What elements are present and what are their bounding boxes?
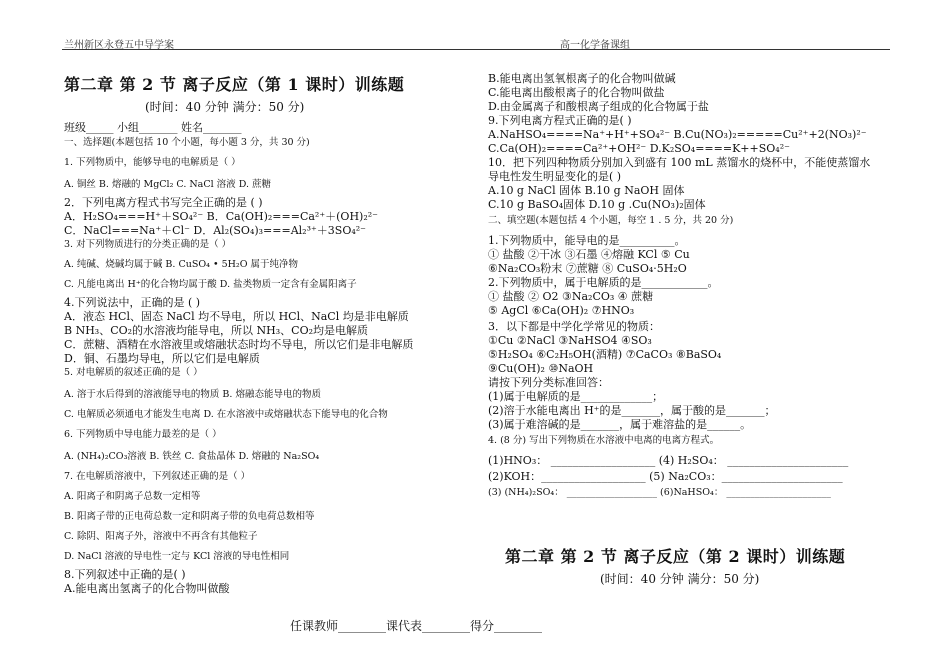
text-line: (3) (NH₄)₂SO₄： ___________________ (6)NaHSO₄： ______________________ [488,487,831,498]
text-line: A.NaHSO₄====Na⁺+H⁺+SO₄²⁻ B.Cu(NO₃)₂=====Cu²⁺+2(NO₃)²⁻ [488,128,867,141]
text-line: C. 凡能电离出 H⁺的化合物均属于酸 D. 盐类物质一定含有金属阳离子 [64,279,357,290]
text-line: 1. 下列物质中，能够导电的电解质是（ ） [64,157,241,168]
text-line: ①Cu ②NaCl ③NaHSO4 ④SO₃ [488,334,652,347]
text-line: 4. (8 分) 写出下列物质在水溶液中电离的电离方程式。 [488,435,720,446]
text-line: ① 盐酸 ②干冰 ③石墨 ④熔融 KCl ⑤ Cu [488,248,690,261]
text-line: 6. 下列物质中导电能力最差的是（ ） [64,429,222,440]
text-line: A. (NH₄)₂CO₃溶液 B. 铁丝 C. 食盐晶体 D. 熔融的 Na₂SO₄ [64,451,320,462]
text-line: A. 纯碱、烧碱均属于碱 B. CuSO₄ • 5H₂O 属于纯净物 [64,259,299,270]
text-line: A．液态 HCl、固态 NaCl 均不导电，所以 HCl、NaCl 均是非电解质 [64,310,409,323]
text-line: A. 阳离子和阴离子总数一定相等 [64,491,201,502]
text-line: A．H₂SO₄===H⁺＋SO₄²⁻ B．Ca(OH)₂===Ca²⁺＋(OH)₂²⁻ [64,210,378,223]
text-line: D. NaCl 溶液的导电性一定与 KCl 溶液的导电性相同 [64,551,290,562]
text-line: B.能电离出氢氧根离子的化合物叫做碱 [488,72,676,85]
text-line: 3．以下都是中学化学常见的物质： [488,320,660,333]
text-line: A. 溶于水后得到的溶液能导电的物质 B. 熔融态能导电的物质 [64,389,321,400]
header-school: 兰州新区永登五中导学案 [64,40,174,51]
text-line: (3)属于难溶碱的是_______，属于难溶盐的是______。 [488,418,752,431]
text-line: C．NaCl===Na⁺＋Cl⁻ D．Al₂(SO₄)₃===Al₂³⁺＋3SO₄²⁻ [64,224,366,237]
text-line: 二、填空题(本题包括 4 个小题，每空 1 . 5 分，共 20 分) [488,215,734,226]
text-line: 9.下列电离方程式正确的是( ) [488,114,632,127]
text-line: C. 电解质必须通电才能发生电离 D. 在水溶液中或熔融状态下能导电的化合物 [64,409,388,420]
text-line: (1)HNO₃： ___________________ (4) H₂SO₄： ______________________ [488,454,849,467]
text-line: 一、选择题(本题包括 10 个小题，每小题 3 分，共 30 分) [64,137,310,148]
text-line: ⑨Cu(OH)₂ ⑩NaOH [488,362,594,375]
text-line: (2)溶于水能电离出 H⁺的是_______，属于酸的是_______； [488,404,776,417]
section-title: 第二章 第 2 节 离子反应（第 2 课时）训练题 [505,547,846,566]
text-line: ⑤ AgCl ⑥Ca(OH)₂ ⑦HNO₃ [488,304,635,317]
text-line: 10．把下列四种物质分别加入到盛有 100 mL 蒸馏水的烧杯中，不能使蒸馏水 [488,156,871,169]
text-line: B NH₃、CO₂的水溶液均能导电，所以 NH₃、CO₂均是电解质 [64,324,369,337]
text-line: 8.下列叙述中正确的是( ) [64,568,186,581]
header-divider [62,49,890,50]
header-group: 高一化学备课组 [560,40,630,51]
text-line: A.能电离出氢离子的化合物叫做酸 [64,582,230,595]
footer-signature-line: 任课教师________课代表________得分________ [290,619,543,633]
text-line: 1.下列物质中，能导电的是__________。 [488,234,686,247]
text-line: 导电性发生明显变化的是( ) [488,170,622,183]
text-line: 3. 对下列物质进行的分类正确的是（ ） [64,239,232,250]
text-line: (时间：40 分钟 满分：50 分) [600,572,760,586]
text-line: C.10 g BaSO₄固体 D.10 g .Cu(NO₃)₂固体 [488,198,706,211]
text-line: ⑥Na₂CO₃粉末 ⑦蔗糖 ⑧ CuSO₄·5H₂O [488,262,687,275]
text-line: 4.下列说法中，正确的是 ( ) [64,296,201,309]
text-line: C．蔗糖、酒精在水溶液里或熔融状态时均不导电，所以它们是非电解质 [64,338,414,351]
text-line: D．铜、石墨均导电，所以它们是电解质 [64,352,260,365]
text-line: 班级_____ 小组_______ 姓名_______ [64,121,242,134]
text-line: C.Ca(OH)₂====Ca²⁺+OH²⁻ D.K₂SO₄====K++SO₄²⁻ [488,142,790,155]
text-line: C. 除阴、阳离子外，溶液中不再含有其他粒子 [64,531,258,542]
text-line: A.10 g NaCl 固体 B.10 g NaOH 固体 [488,184,685,197]
section-title: 第二章 第 2 节 离子反应（第 1 课时）训练题 [64,75,405,94]
text-line: ⑤H₂SO₄ ⑥C₂H₅OH(酒精) ⑦CaCO₃ ⑧BaSO₄ [488,348,722,361]
text-line: 请按下列分类标准回答： [488,376,609,389]
text-line: 2.下列物质中，属于电解质的是____________。 [488,276,719,289]
text-line: (2)KOH：___________________ (5) Na₂CO₃：______________________ [488,470,843,483]
text-line: A. 铜丝 B. 熔融的 MgCl₂ C. NaCl 溶液 D. 蔗糖 [64,179,272,190]
text-line: 7. 在电解质溶液中，下列叙述正确的是（ ） [64,471,251,482]
text-line: D.由金属离子和酸根离子组成的化合物属于盐 [488,100,709,113]
text-line: B. 阳离子带的正电荷总数一定和阴离子带的负电荷总数相等 [64,511,315,522]
text-line: C.能电离出酸根离子的化合物叫做盐 [488,86,665,99]
text-line: (时间：40 分钟 满分：50 分) [145,100,305,114]
text-line: ① 盐酸 ② O2 ③Na₂CO₃ ④ 蔗糖 [488,290,654,303]
text-line: 2．下列电离方程式书写完全正确的是 ( ) [64,196,263,209]
text-line: 5. 对电解质的叙述正确的是（ ） [64,367,203,378]
text-line: (1)属于电解质的是_____________； [488,390,664,403]
